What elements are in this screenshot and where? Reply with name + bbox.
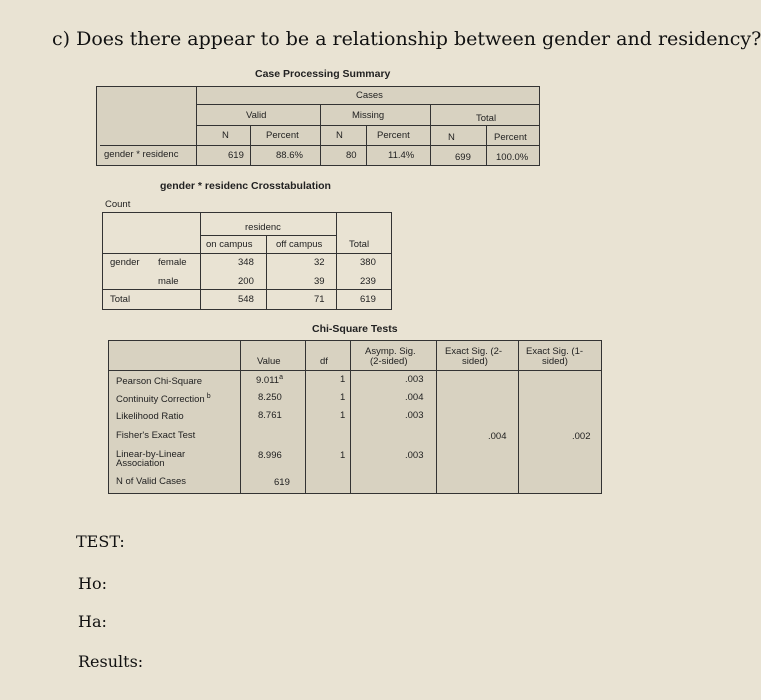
continuity-value: 8.250 [258,392,282,403]
pearson-df: 1 [340,374,346,385]
likelihood-df: 1 [340,410,346,421]
value-header: Value [257,356,281,367]
rule [196,125,540,126]
asymp-header-2: (2-sided) [370,356,408,367]
rule [518,340,519,494]
off-campus-header: off campus [276,239,323,250]
rule [305,340,306,494]
fisher-exact-2: .004 [488,431,507,442]
rule [266,235,267,310]
likelihood-label: Likelihood Ratio [116,411,184,422]
missing-percent: 11.4% [388,150,415,161]
rule [320,104,321,166]
n-valid-label: N of Valid Cases [116,476,187,487]
total-on-campus: 548 [238,294,254,305]
total-percent: 100.0% [496,152,529,163]
female-off-campus: 32 [314,257,325,268]
male-label: male [158,276,179,287]
percent-header: Percent [266,130,299,141]
exact1-header-1: Exact Sig. (1- [526,346,584,357]
male-on-campus: 200 [238,276,254,287]
rule [196,104,540,105]
pearson-label: Pearson Chi-Square [116,376,203,387]
n-valid-value: 619 [274,477,290,488]
count-label: Count [105,199,131,210]
continuity-label: Continuity Correction $^b$ [116,393,211,406]
case-summary-title: Case Processing Summary [255,68,391,80]
test-label: TEST: [76,532,125,551]
pearson-value: 9.011$^a$ [256,374,283,387]
rule [200,212,201,310]
rule [108,370,602,371]
linear-value: 8.996 [258,450,282,461]
total-off-campus: 71 [314,294,325,305]
exact2-header-2: sided) [462,356,488,367]
continuity-asymp: .004 [405,392,424,403]
cases-header: Cases [356,90,383,101]
rule [100,145,540,146]
rule [336,212,337,310]
on-campus-header: on campus [206,239,253,250]
linear-label-1: Linear-by-Linear [116,449,186,460]
likelihood-value: 8.761 [258,410,282,421]
male-total: 239 [360,276,376,287]
residenc-header: residenc [245,222,281,233]
results-label: Results: [78,652,144,671]
rule [240,340,241,494]
rule [196,86,197,166]
total-total: 619 [360,294,376,305]
pearson-asymp: .003 [405,374,424,385]
female-total: 380 [360,257,376,268]
fisher-label: Fisher's Exact Test [116,430,196,441]
exact2-header-1: Exact Sig. (2- [445,346,503,357]
valid-percent: 88.6% [276,150,303,161]
linear-df: 1 [340,450,346,461]
male-off-campus: 39 [314,276,325,287]
valid-n: 619 [228,150,244,161]
percent-header: Percent [494,132,527,143]
exact1-header-2: sided) [542,356,568,367]
rule [436,340,437,494]
female-on-campus: 348 [238,257,254,268]
missing-header: Missing [352,110,385,121]
percent-header: Percent [377,130,410,141]
question-text: c) Does there appear to be a relationship between gender and residency? [52,28,761,50]
row-label: gender * residenc [104,149,179,160]
asymp-header-1: Asymp. Sig. [365,346,416,357]
df-header: df [320,356,328,367]
rule [430,104,431,166]
female-label: female [158,257,187,268]
n-header: N [336,130,343,141]
total-header: Total [476,113,497,124]
rule [200,235,336,236]
linear-label-2: Association [116,458,165,469]
rule [350,340,351,494]
total-header: Total [349,239,370,250]
ho-label: Ho: [78,574,107,593]
linear-asymp: .003 [405,450,424,461]
total-row-label: Total [110,294,131,305]
rule [102,253,392,254]
likelihood-asymp: .003 [405,410,424,421]
missing-n: 80 [346,150,357,161]
continuity-df: 1 [340,392,346,403]
ha-label: Ha: [78,612,107,631]
chi-title: Chi-Square Tests [312,323,398,335]
fisher-exact-1: .002 [572,431,591,442]
n-header: N [448,132,455,143]
crosstab-title: gender * residenc Crosstabulation [160,180,331,192]
n-header: N [222,130,229,141]
rule [102,289,392,290]
total-n: 699 [455,152,471,163]
gender-label: gender [110,257,140,268]
valid-header: Valid [246,110,267,121]
